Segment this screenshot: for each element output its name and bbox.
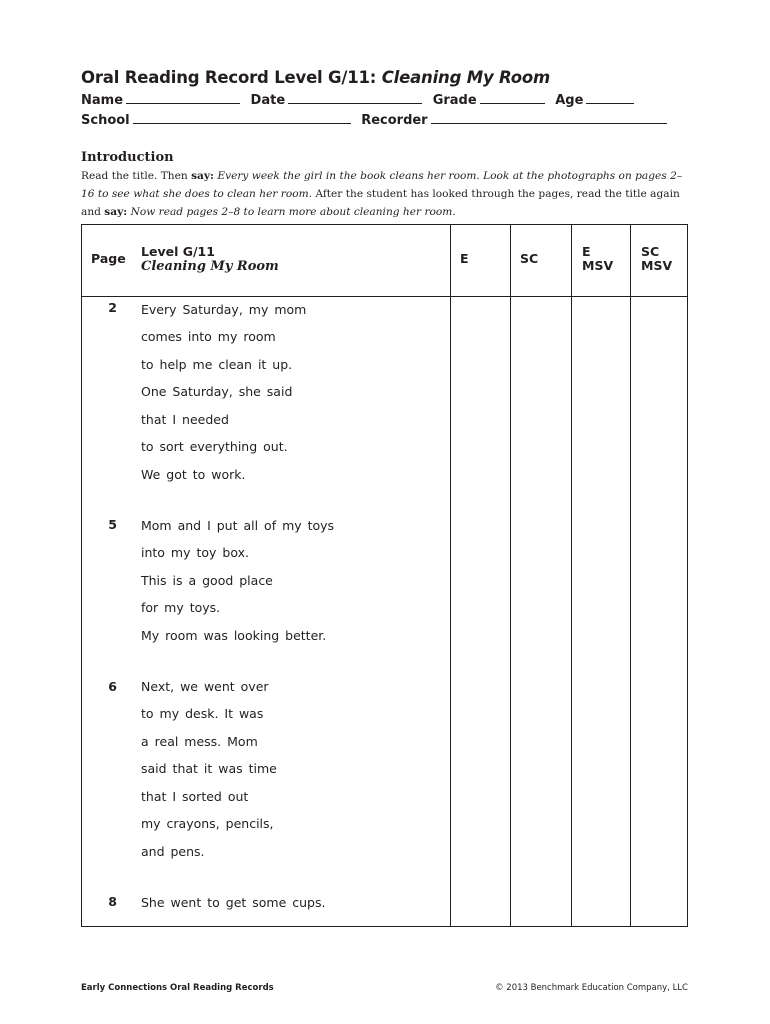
text-line: to sort everything out. — [141, 439, 288, 454]
info-row-1 — [81, 91, 640, 108]
recorder-field[interactable] — [431, 111, 667, 124]
date-field[interactable] — [288, 91, 422, 104]
text-line: to help me clean it up. — [141, 357, 293, 372]
header-e-msv-line2: MSV — [582, 258, 614, 273]
page-number: 6 — [108, 679, 117, 694]
introduction-heading: Introduction — [81, 150, 174, 165]
title-book: Cleaning My Room — [381, 68, 550, 87]
column-divider — [630, 225, 631, 926]
name-field[interactable] — [126, 91, 240, 104]
text-line: She went to get some cups. — [141, 895, 326, 910]
page-title — [81, 68, 550, 87]
header-e: E — [460, 251, 469, 266]
header-sc-msv-line1: SC — [641, 244, 660, 259]
text-line: into my toy box. — [141, 545, 249, 560]
text-line: comes into my room — [141, 329, 276, 344]
reading-record-table — [81, 224, 688, 927]
recorder-label: Recorder — [361, 113, 428, 128]
text-line: We got to work. — [141, 467, 246, 482]
text-line: my crayons, pencils, — [141, 816, 274, 831]
text-line: Next, we went over — [141, 679, 269, 694]
text-line: to my desk. It was — [141, 706, 264, 721]
introduction-text — [81, 167, 686, 221]
header-sc-msv — [641, 245, 672, 273]
intro-instruction-2: After the student has looked through the pages, read the title again and — [81, 188, 680, 218]
name-label: Name — [81, 93, 124, 108]
text-line: said that it was time — [141, 761, 277, 776]
grade-label: Grade — [432, 93, 477, 108]
intro-prompt-2: Now read pages 2–8 to learn more about cleaning her room. — [130, 206, 456, 218]
intro-prompt-1: Every week the girl in the book cleans her room. Look at the photographs on pages 2–16 to see what she does to clean her room. — [81, 170, 683, 200]
info-row-2 — [81, 111, 673, 128]
age-label: Age — [555, 93, 584, 108]
page-number: 8 — [108, 894, 117, 909]
text-line: Mom and I put all of my toys — [141, 518, 335, 533]
title-prefix: Oral Reading Record Level G/11: — [81, 68, 377, 87]
footer-copyright: © 2013 Benchmark Education Company, LLC — [495, 983, 688, 993]
header-e-msv — [582, 245, 613, 273]
footer-series: Early Connections Oral Reading Records — [81, 983, 274, 993]
header-page: Page — [91, 251, 126, 266]
header-sc-msv-line2: MSV — [641, 258, 673, 273]
header-level: Level G/11 — [141, 244, 215, 259]
text-line: a real mess. Mom — [141, 734, 258, 749]
column-divider — [571, 225, 572, 926]
text-line: My room was looking better. — [141, 628, 327, 643]
column-divider — [450, 225, 451, 926]
school-label: School — [81, 113, 130, 128]
header-sc: SC — [520, 251, 539, 266]
intro-say-1: say: — [191, 170, 214, 182]
header-divider — [82, 296, 687, 297]
text-line: that I sorted out — [141, 789, 249, 804]
grade-field[interactable] — [480, 91, 545, 104]
intro-instruction-1: Read the title. Then — [81, 170, 188, 182]
header-e-msv-line1: E — [582, 244, 591, 259]
header-book: Cleaning My Room — [141, 259, 279, 274]
text-line: Every Saturday, my mom — [141, 302, 307, 317]
text-line: for my toys. — [141, 600, 221, 615]
text-line: One Saturday, she said — [141, 384, 293, 399]
text-line: This is a good place — [141, 573, 273, 588]
date-label: Date — [250, 93, 286, 108]
page-number: 5 — [108, 517, 117, 532]
text-line: and pens. — [141, 844, 205, 859]
text-line: that I needed — [141, 412, 229, 427]
header-title — [141, 245, 279, 274]
page-number: 2 — [108, 300, 117, 315]
intro-say-2: say: — [104, 206, 128, 218]
age-field[interactable] — [586, 91, 634, 104]
school-field[interactable] — [133, 111, 351, 124]
column-divider — [510, 225, 511, 926]
